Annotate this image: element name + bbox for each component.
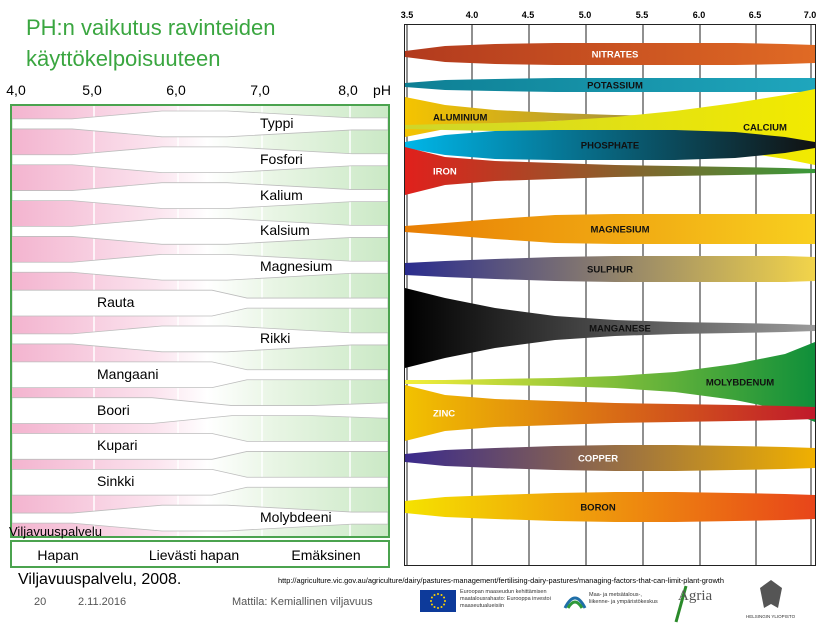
slide-footer-text: Mattila: Kemiallinen viljavuus — [232, 596, 373, 608]
acidity-zone-bar — [10, 540, 390, 568]
nutrient-label: MAGNESIUM — [590, 224, 650, 236]
eu-stars-icon — [420, 590, 456, 612]
zone-label: Hapan — [37, 547, 79, 563]
nutrient-band — [12, 147, 388, 173]
nutrient-availability-chart-fi — [10, 104, 390, 538]
chart-source: Viljavuuspalvelu — [9, 524, 102, 539]
nutrient-label: MOLYBDENUM — [705, 377, 775, 389]
nutrient-label: Kalsium — [260, 222, 310, 239]
ph-tick: 7,0 — [250, 82, 270, 98]
nutrient-label: Typpi — [260, 114, 294, 131]
nutrient-label: Kupari — [97, 437, 138, 454]
ph-tick: 4.5 — [521, 10, 535, 20]
ph-tick: 6.5 — [748, 10, 762, 20]
ph-axis-label: pH — [373, 82, 391, 98]
ph-tick: 5,0 — [82, 82, 102, 98]
nutrient-label: SULPHUR — [587, 264, 633, 276]
nutrient-band — [12, 111, 388, 137]
nutrient-label: Mangaani — [97, 365, 159, 382]
nutrient-label: POTASSIUM — [587, 80, 643, 92]
nutrient-band — [12, 469, 388, 495]
zone-label: Lievästi hapan — [148, 547, 240, 563]
nutrient-label: BORON — [580, 502, 616, 514]
slide-date: 2.11.2016 — [78, 596, 127, 608]
ph-tick: 7.0 — [803, 10, 817, 20]
nutrient-band — [12, 362, 388, 388]
university-logo-text: HELSINGIN YLIOPISTO — [746, 614, 796, 619]
nutrient-band — [12, 398, 388, 424]
nutrient-label: IRON — [433, 166, 457, 178]
slide-number: 20 — [34, 596, 47, 608]
eu-logo-text: Euroopan maaseudun kehittämisen maatalousrahasto: Eurooppa investoi maaseutualueisiin — [460, 589, 551, 609]
nutrient-label: MANGANESE — [589, 323, 651, 335]
left-chart-svg — [12, 106, 388, 536]
nutrient-label: Magnesium — [260, 258, 333, 275]
ph-tick: 5.0 — [578, 10, 592, 20]
eu-flag-logo — [420, 590, 456, 612]
zone-label: Emäksinen — [291, 547, 361, 563]
ministry-logo-text: Maa- ja metsätalous-, liikenne- ja ympäristökeskus — [589, 592, 658, 605]
ph-tick: 6,0 — [166, 82, 186, 98]
nutrient-band — [12, 183, 388, 209]
nutrient-label: PHOSPHATE — [580, 140, 640, 152]
nutrient-band — [12, 219, 388, 245]
nutrient-label: ZINC — [433, 408, 456, 420]
ph-tick: 4.0 — [465, 10, 479, 20]
source-url[interactable]: http://agriculture.vic.gov.au/agriculture/dairy/pastures-management/fertilising-dairy-pastures/managing-factors-that-can-limit-plant-growth — [278, 576, 724, 585]
nutrient-label: Molybdeeni — [260, 509, 332, 526]
ph-tick: 6.0 — [692, 10, 706, 20]
ph-tick: 5.5 — [635, 10, 649, 20]
nutrient-label: ALUMINIUM — [433, 112, 488, 124]
nutrient-band — [12, 326, 388, 352]
right-chart-svg — [405, 25, 815, 565]
agria-logo: Agria — [678, 588, 713, 604]
ministry-logo-icon — [563, 588, 587, 612]
slide-title: PH:n vaikutus ravinteiden käyttökelpoisuuteen — [26, 15, 276, 71]
nutrient-label: Sinkki — [97, 473, 135, 490]
nutrient-band — [12, 434, 388, 460]
nutrient-label: CALCIUM — [743, 122, 787, 134]
nutrient-label: NITRATES — [591, 49, 639, 61]
nutrient-label: Kalium — [260, 186, 303, 203]
university-crest-icon — [756, 578, 786, 612]
nutrient-band — [12, 290, 388, 316]
nutrient-label: Rauta — [97, 294, 135, 311]
nutrient-label: Fosfori — [260, 150, 303, 167]
nutrient-availability-chart-en — [404, 24, 816, 566]
ph-tick: 3.5 — [400, 10, 414, 20]
nutrient-label: Boori — [97, 401, 130, 418]
nutrient-label: COPPER — [577, 453, 619, 465]
ph-tick: 8,0 — [338, 82, 358, 98]
citation: Viljavuuspalvelu, 2008. — [18, 571, 182, 588]
ph-tick: 4,0 — [6, 82, 26, 98]
nutrient-label: Rikki — [260, 329, 291, 346]
